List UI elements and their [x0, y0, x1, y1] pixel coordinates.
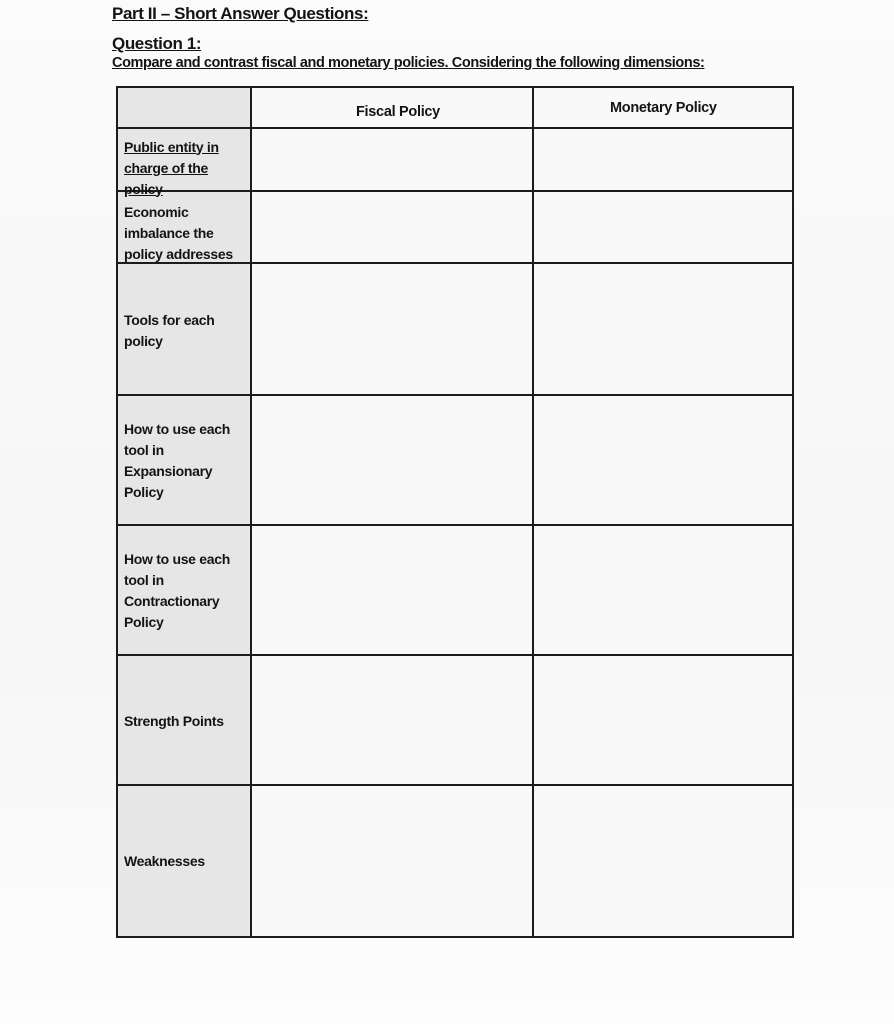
- row-label-expansionary: How to use each tool in Expansionary Policy: [124, 421, 230, 500]
- row-label-contractionary: How to use each tool in Contractionary Policy: [124, 551, 230, 630]
- row-label-strength-points: Strength Points: [124, 712, 224, 729]
- row-label-tools: Tools for each policy: [124, 312, 215, 349]
- column-divider: [532, 88, 534, 936]
- header-divider: [118, 127, 792, 129]
- row-label-public-entity: Public entity in charge of the policy: [124, 138, 219, 197]
- question-label: Question 1:: [112, 34, 202, 53]
- instructions: Compare and contrast fiscal and monetary policies. Considering the following dimensions:: [112, 55, 705, 71]
- row-label-weaknesses: Weaknesses: [124, 852, 205, 869]
- part-title: Part II – Short Answer Questions:: [112, 4, 369, 23]
- row-label-economic-imbalance: Economic imbalance the policy addresses: [124, 203, 233, 262]
- monetary-policy-header: Monetary Policy: [610, 100, 717, 116]
- fiscal-policy-header: Fiscal Policy: [356, 104, 440, 120]
- comparison-table: [116, 86, 794, 938]
